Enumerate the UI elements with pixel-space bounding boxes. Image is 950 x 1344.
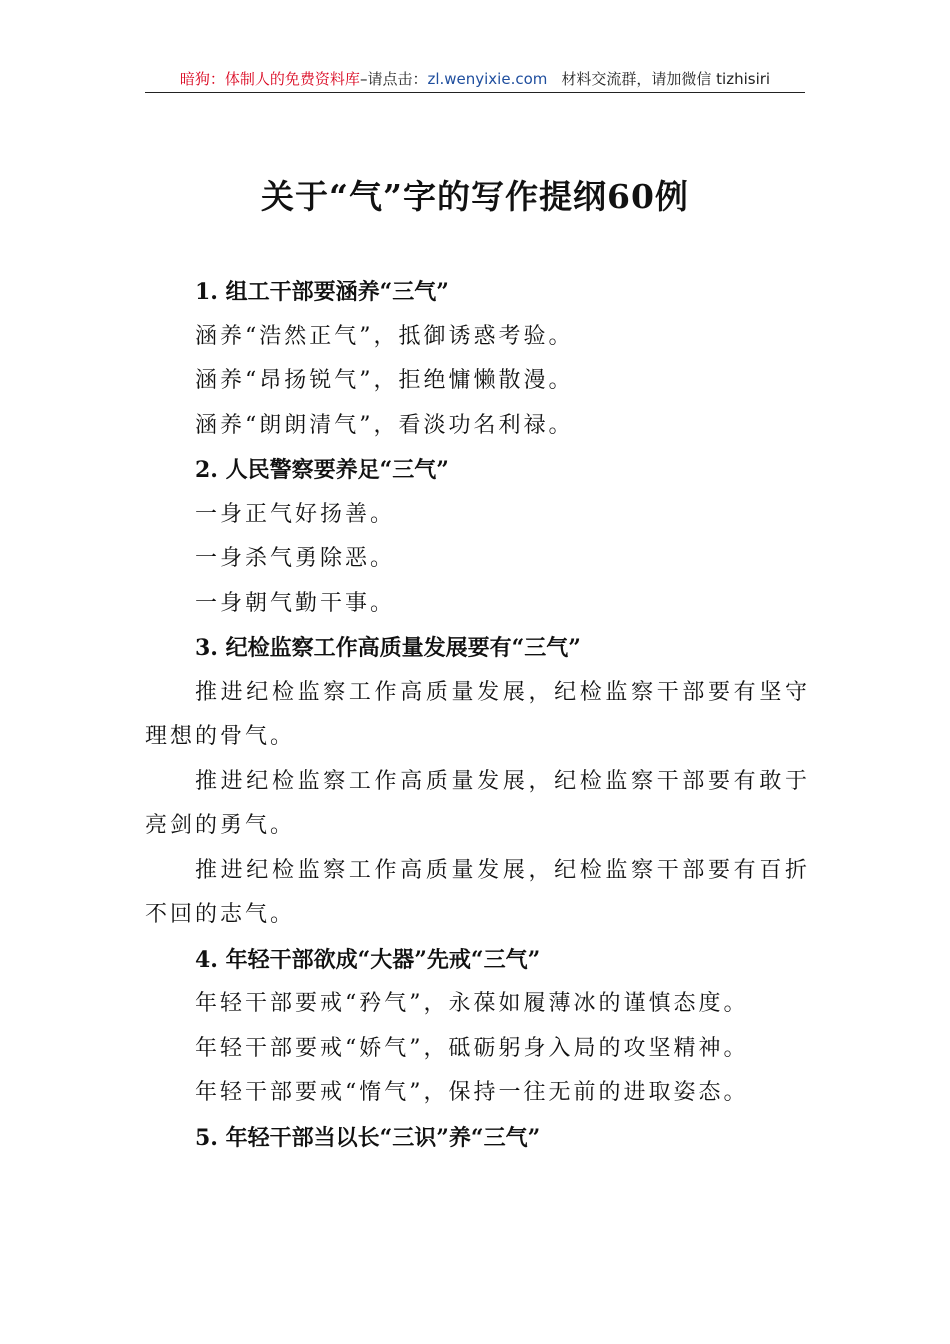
section-line: 年轻干部要戒“娇气”，砥砺躬身入局的攻坚精神。 [195,1035,749,1061]
section-line: 年轻干部要戒“惰气”，保持一往无前的进取姿态。 [195,1080,749,1105]
section-heading: 2. 人民警察要养足“三气” [195,457,449,483]
header-brand: 暗狗：体制人的免费资料库 [179,70,360,88]
section-heading: 1. 组工干部要涵养“三气” [195,279,449,305]
section-line: 一身正气好扬善。 [195,501,396,527]
section-paragraph: 推进纪检监察工作高质量发展，纪检监察干部要有百折不回的志气。 [145,857,810,927]
header-click-prompt: –请点击： [359,70,428,88]
section-heading: 5. 年轻干部当以长“三识”养“三气” [195,1124,541,1151]
section-heading: 3. 纪检监察工作高质量发展要有“三气” [195,635,581,661]
header-group-note: 材料交流群，请加微信 tizhisiri [561,70,771,88]
section-line: 一身杀气勇除恶。 [195,546,396,571]
section-line: 涵养“昂扬锐气”，拒绝慵懒散漫。 [195,368,574,393]
section-line: 年轻干部要戒“矜气”，永葆如履薄冰的谨慎态度。 [195,991,749,1016]
document-title: 关于“气”字的写作提纲60例 [261,177,689,216]
section-line: 涵养“浩然正气”，抵御诱惑考验。 [195,323,574,349]
section-line: 一身朝气勤干事。 [195,590,396,616]
section-paragraph: 推进纪检监察工作高质量发展，纪检监察干部要有敢于亮剑的勇气。 [145,768,810,838]
section-line: 涵养“朗朗清气”，看淡功名利禄。 [195,412,574,438]
document-body [145,270,810,1160]
section-paragraph: 推进纪检监察工作高质量发展，纪检监察干部要有坚守理想的骨气。 [145,679,810,749]
page-header [145,66,805,93]
section-heading: 4. 年轻干部欲成“大器”先戒“三气” [195,946,541,973]
header-url-link[interactable]: zl.wenyixie.com [427,70,548,88]
